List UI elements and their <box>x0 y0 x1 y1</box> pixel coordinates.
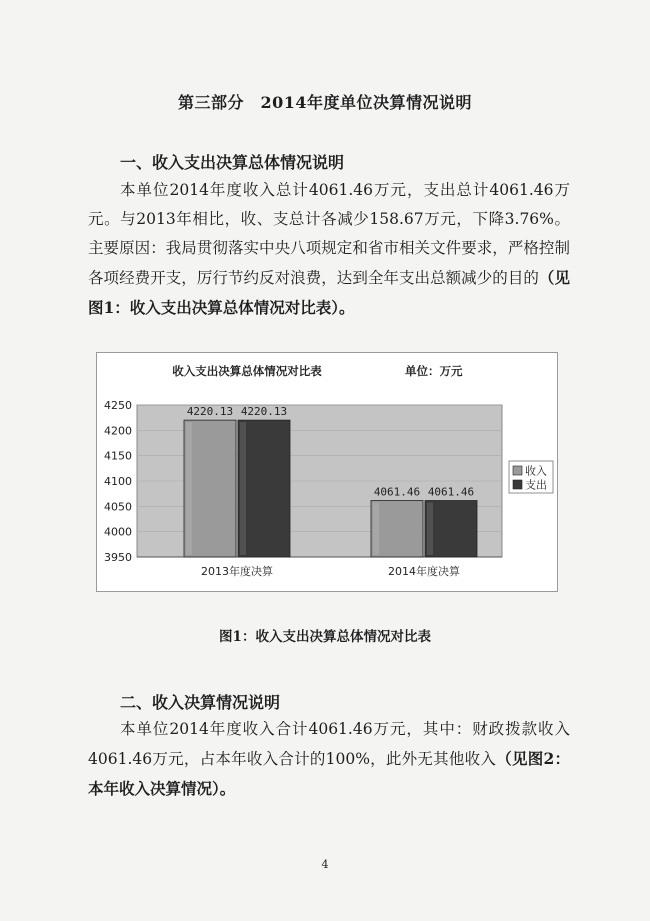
section-2-text: 本单位2014年度收入合计4061.46万元，其中：财政拨款收入4061.46万元，占本年收入合计的100%，此外无其他收入 <box>88 720 570 768</box>
y-tick-label: 4000 <box>104 525 132 539</box>
section-1-paragraph <box>88 176 570 323</box>
chart-title: 收入支出决算总体情况对比表 <box>172 364 322 378</box>
y-tick-label: 4050 <box>104 500 132 514</box>
figure-caption: 图1：收入支出决算总体情况对比表 <box>219 629 431 645</box>
page-title: 第三部分 2014年度单位决算情况说明 <box>177 93 473 112</box>
y-tick-label: 4200 <box>104 424 132 438</box>
chart-svg <box>97 353 557 591</box>
bar-highlight <box>240 422 246 555</box>
section-2-heading: 二、收入决算情况说明 <box>120 693 281 712</box>
data-label: 4220.13 <box>186 405 234 419</box>
x-tick-label: 2013年度决算 <box>201 565 273 578</box>
section-2-paragraph <box>88 715 570 804</box>
bar-chart <box>96 352 558 592</box>
legend-label: 支出 <box>525 478 547 492</box>
section-1-figure-ref: （见图1：收入支出决算总体情况对比表）。 <box>88 268 570 317</box>
section-1-text: 本单位2014年度收入总计4061.46万元，支出总计4061.46万元。与2013年相比，收、支总计各减少158.67万元，下降3.76%。主要原因：我局贯彻落实中央八项规定和省市相关文件要求，严格控制各项经费开支，厉行节约反对浪费，达到全年支出总额减少的目的 <box>88 181 570 287</box>
bar-highlight <box>427 503 433 555</box>
page-number: 4 <box>321 858 329 871</box>
data-label: 4061.46 <box>373 485 421 499</box>
x-tick-label: 2014年度决算 <box>388 565 460 578</box>
data-label: 4220.13 <box>240 405 288 419</box>
y-tick-label: 4250 <box>104 399 132 412</box>
y-tick-label: 4100 <box>104 475 132 488</box>
legend-swatch-收入 <box>513 466 522 475</box>
data-label: 4061.46 <box>427 485 475 499</box>
y-tick-label: 4150 <box>104 449 132 463</box>
chart-unit-label: 单位：万元 <box>405 364 463 378</box>
section-1-heading: 一、收入支出决算总体情况说明 <box>120 153 345 172</box>
legend-label: 收入 <box>525 464 547 478</box>
legend-swatch-支出 <box>513 480 522 489</box>
y-tick-label: 3950 <box>104 551 132 564</box>
section-2-figure-ref: （见图2：本年收入决算情况）。 <box>88 749 570 798</box>
bar-highlight <box>373 503 379 555</box>
bar-highlight <box>186 422 192 555</box>
